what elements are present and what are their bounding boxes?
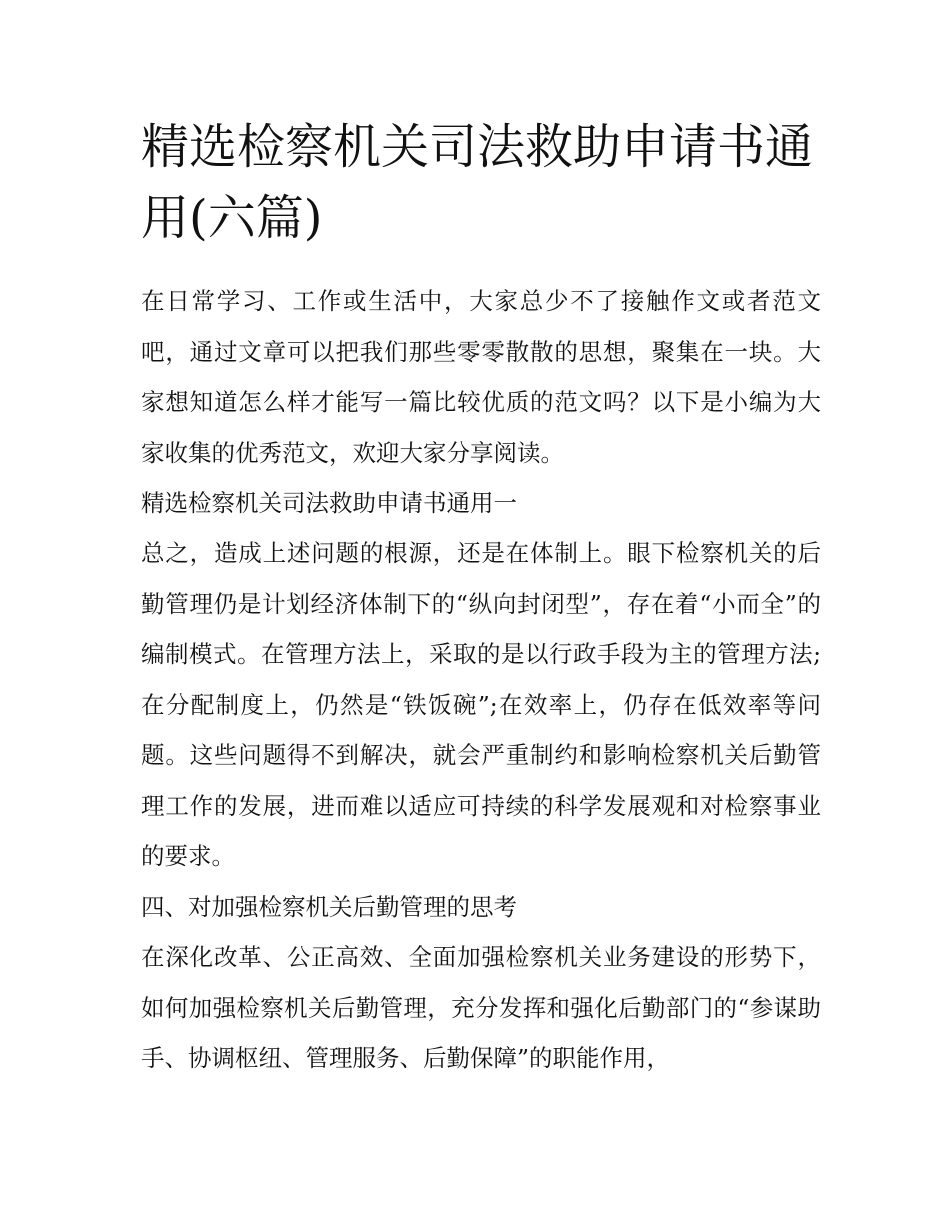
section-paragraph-2: 在深化改革、公正高效、全面加强检察机关业务建设的形势下，如何加强检察机关后勤管理，充分发挥和强化后勤部门的“参谋助手、协调枢纽、管理服务、后勤保障”的职能作用，: [141, 943, 821, 1072]
intro-paragraph: 在日常学习、工作或生活中，大家总少不了接触作文或者范文吧，通过文章可以把我们那些零零散散的思想，聚集在一块。大家想知道怎么样才能写一篇比较优质的范文吗？以下是小编为大家收集的优秀范文，欢迎大家分享阅读。: [141, 287, 821, 467]
section-heading-1: 精选检察机关司法救助申请书通用一: [141, 489, 517, 517]
section-heading-2: 四、对加强检察机关后勤管理的思考: [141, 893, 517, 921]
section-paragraph-1: 总之，造成上述问题的根源，还是在体制上。眼下检察机关的后勤管理仍是计划经济体制下的“纵向封闭型”，存在着“小而全”的编制模式。在管理方法上，采取的是以行政手段为主的管理方法;在分配制度上，仍然是“铁饭碗”;在效率上，仍存在低效率等问题。这些问题得不到解决，就会严重制约和影响检察机关后勤管理工作的发展，进而难以适应可持续的科学发展观和对检察事业的要求。: [141, 539, 821, 870]
document-title: 精选检察机关司法救助申请书通用(六篇): [141, 119, 814, 246]
